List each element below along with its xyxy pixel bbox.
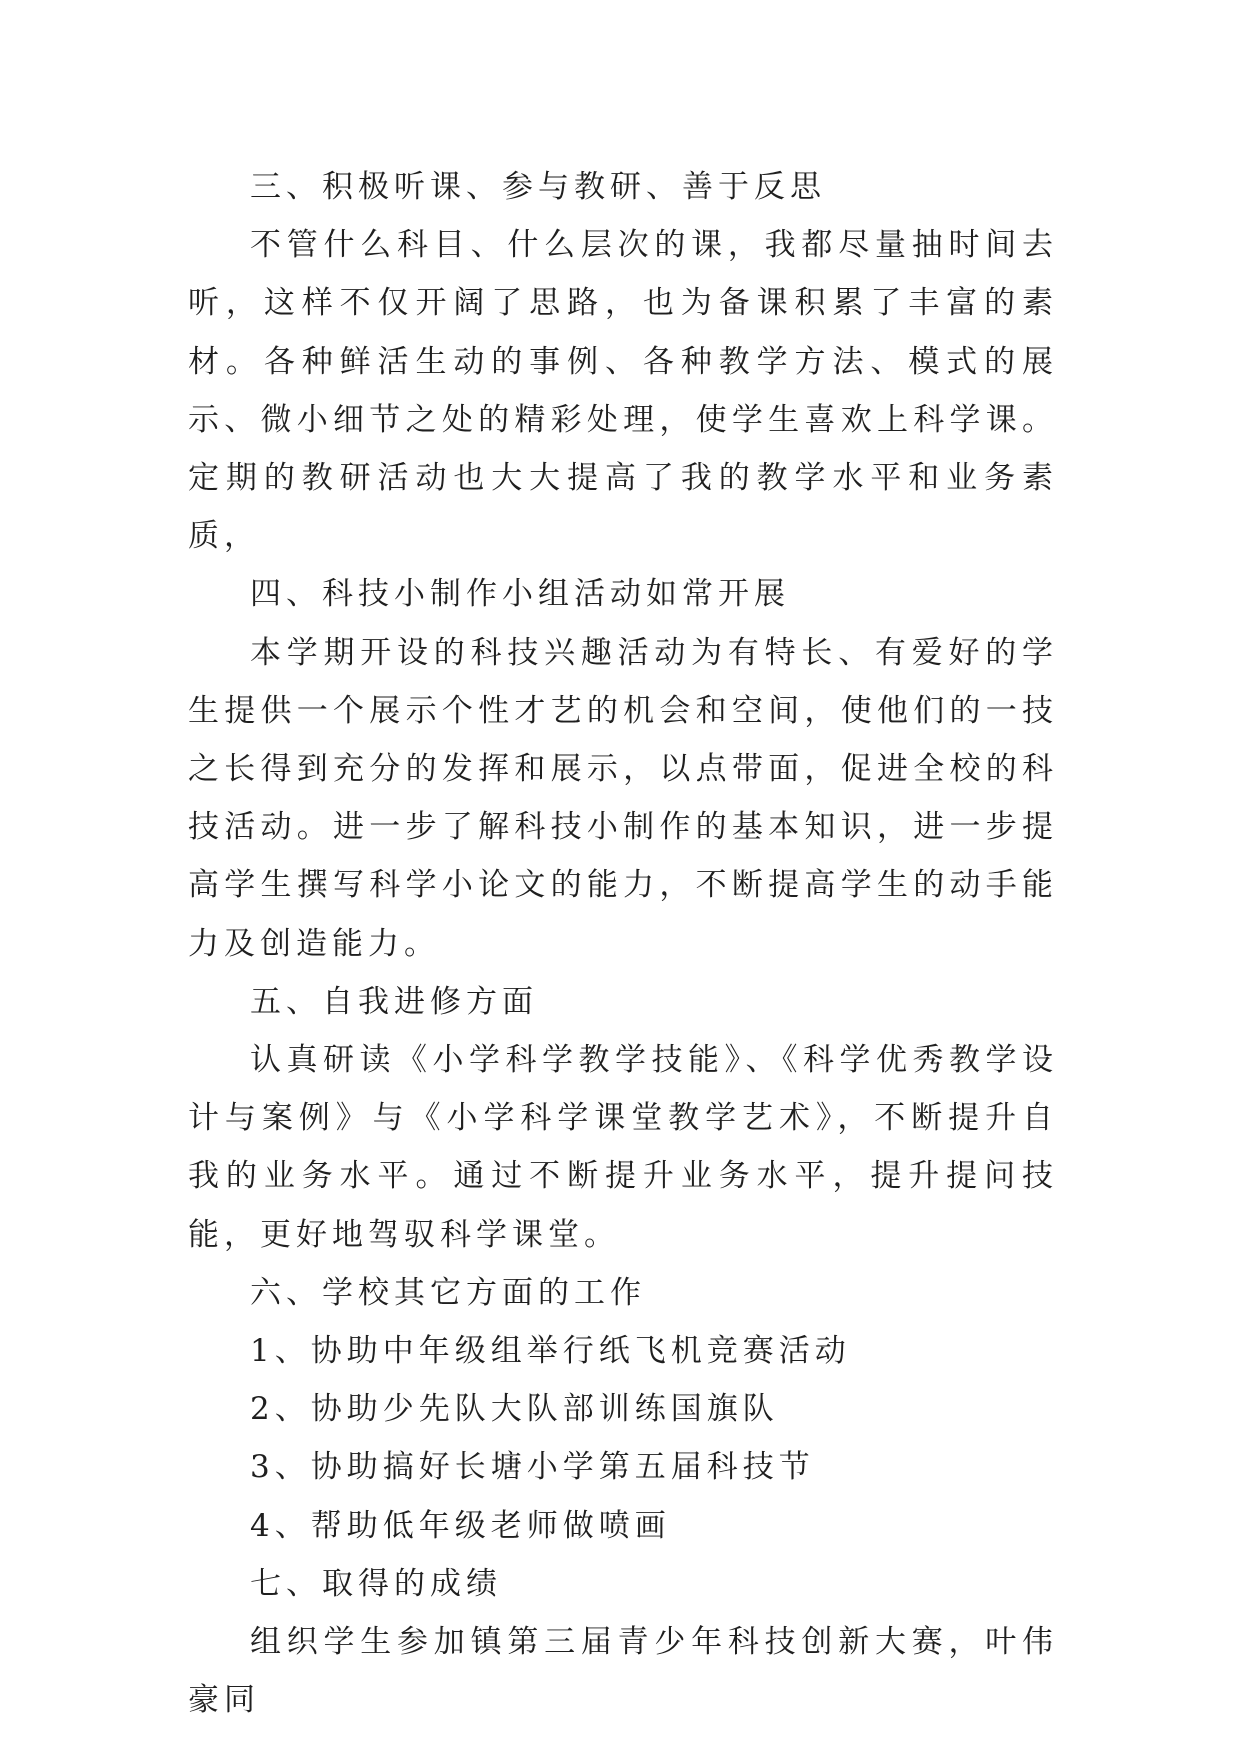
section-heading-7: 七、取得的成绩 — [250, 1565, 502, 1602]
section-heading-3: 三、积极听课、参与教研、善于反思 — [250, 169, 826, 205]
section-heading-4: 四、科技小制作小组活动如常开展 — [250, 576, 790, 613]
paragraph-achievements: 组织学生参加镇第三届青少年科技创新大赛，叶伟豪同 — [188, 1624, 1058, 1719]
paragraph-lesson-observation: 不管什么科目、什么层次的课，我都尽量抽时间去听，这样不仅开阔了思路，也为备课积累了丰富的素材。各种鲜活生动的事例、各种教学方法、模式的展示、微小细节之处的精彩处理，使学生喜欢上科学课。定期的教研活动也大大提高了我的教学水平和业务素质， — [188, 227, 1058, 555]
list-item-2: 2、协助少先队大队部训练国旗队 — [250, 1391, 779, 1428]
list-item-3: 3、协助搞好长塘小学第五届科技节 — [250, 1449, 815, 1486]
list-item-1: 1、协助中年级组举行纸飞机竞赛活动 — [250, 1333, 851, 1370]
paragraph-tech-group: 本学期开设的科技兴趣活动为有特长、有爱好的学生提供一个展示个性才艺的机会和空间，使他们的一技之长得到充分的发挥和展示，以点带面，促进全校的科技活动。进一步了解科技小制作的基本知识，进一步提高学生撰写科学小论文的能力，不断提高学生的动手能力及创造能力。 — [188, 634, 1058, 962]
section-heading-5: 五、自我进修方面 — [250, 983, 538, 1020]
paragraph-self-study: 认真研读《小学科学教学技能》、《科学优秀教学设计与案例》与《小学科学课堂教学艺术》，不断提升自我的业务水平。通过不断提升业务水平，提升提问技能，更好地驾驭科学课堂。 — [188, 1042, 1058, 1253]
list-item-4: 4、帮助低年级老师做喷画 — [250, 1507, 671, 1544]
document-body — [188, 158, 1058, 1729]
section-heading-6: 六、学校其它方面的工作 — [250, 1274, 646, 1311]
